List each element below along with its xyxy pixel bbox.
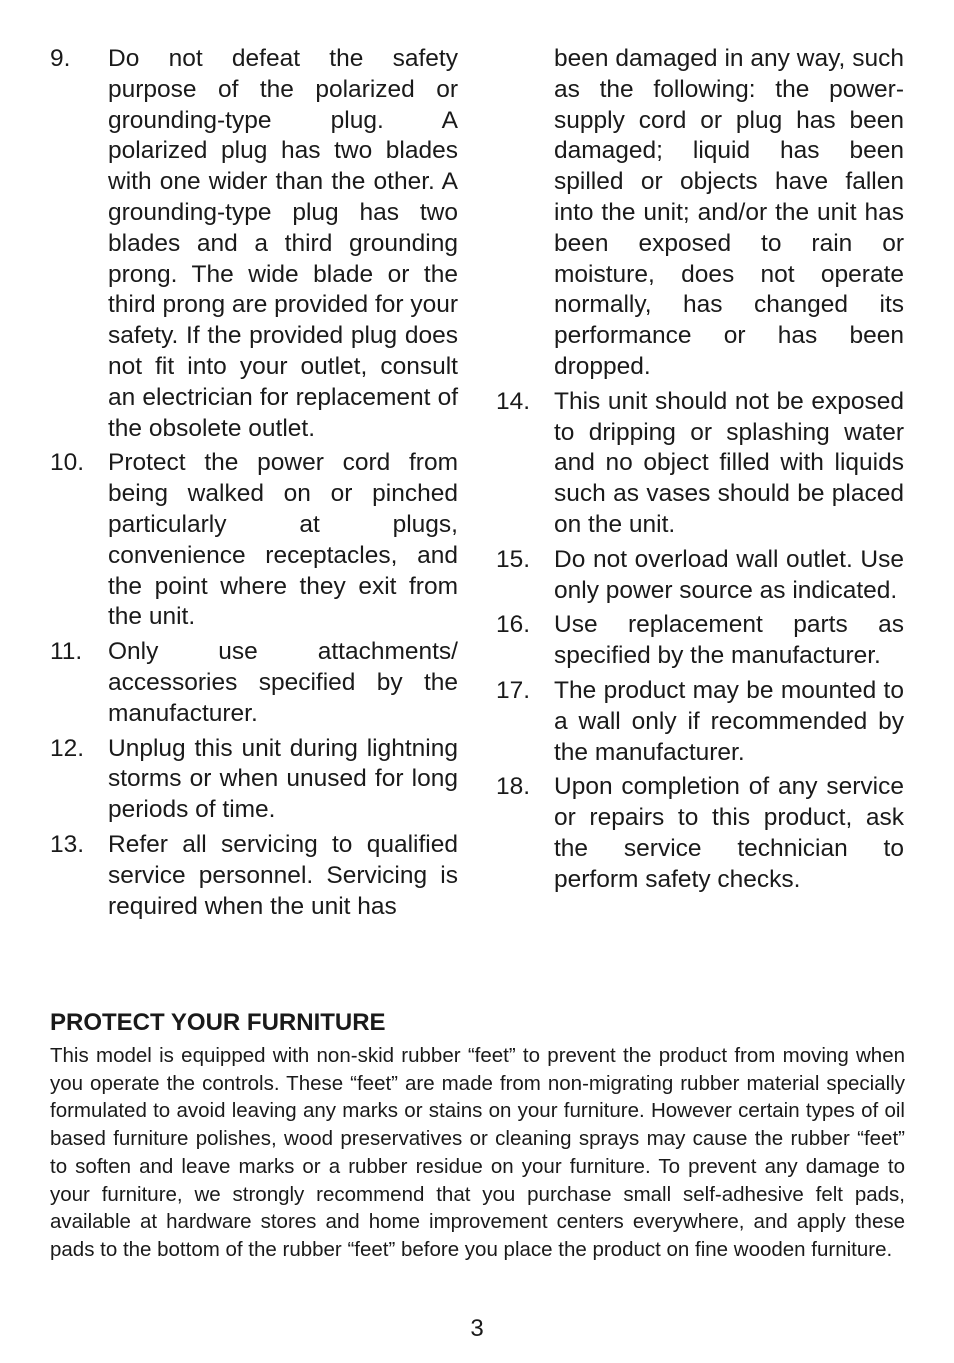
item-text: Upon completion of any service or repairs to this product, ask the service technician to perform safety checks. <box>554 773 904 893</box>
item-number: 11. <box>50 638 83 666</box>
list-item-9 <box>50 44 458 444</box>
item-number: 14. <box>496 387 531 415</box>
list-item-18 <box>496 772 904 895</box>
item-text: Unplug this unit during lightning storms or when unused for long periods of time. <box>108 734 458 824</box>
left-column <box>50 44 458 926</box>
protect-furniture-section <box>50 1008 905 1264</box>
item-number: 13. <box>50 830 85 858</box>
item-number: 9. <box>50 45 71 72</box>
list-item-13 <box>50 830 458 922</box>
item-number: 10. <box>50 449 85 477</box>
section-heading: PROTECT YOUR FURNITURE <box>50 1009 386 1036</box>
item-13-continuation: been damaged in any way, such as the following: the power-supply cord or plug has been damaged; liquid has been spilled or objects have fallen into the unit; and/or the unit has been exposed to rain or moisture, does not operate normally, has changed its performance or has been dropped. <box>554 45 904 380</box>
item-text: Do not overload wall outlet. Use only power source as indicated. <box>554 545 904 604</box>
item-text: Only use attachments/ accessories specified by the manufacturer. <box>108 638 458 727</box>
list-item-16 <box>496 610 904 672</box>
item-text: The product may be mounted to a wall only if recommended by the manufacturer. <box>554 676 904 766</box>
page-number: 3 <box>470 1315 484 1342</box>
item-text: Refer all servicing to qualified service personnel. Servicing is required when the unit has <box>108 830 458 920</box>
list-item-17 <box>496 676 904 768</box>
item-number: 17. <box>496 676 531 704</box>
item-text: Do not defeat the safety purpose of the polarized or grounding-type plug. A polarized plug has two blades with one wider than the other. A grounding-type plug has two blades and a third grounding prong. The wide blade or the third prong are provided for your safety. If the provided plug does not fit into your outlet, consult an electrician for replacement of the obsolete outlet. <box>108 45 458 442</box>
item-number: 12. <box>50 734 85 762</box>
section-body: This model is equipped with non-skid rubber “feet” to prevent the product from moving when you operate the controls. These “feet” are made from non-migrating rubber material specially formulated to avoid leaving any marks or stains on your furniture. However certain types of oil based furniture polishes, wood preservatives or cleaning sprays may cause the rubber “feet” to soften and leave marks or a rubber residue on your furniture. To prevent any damage to your furniture, we strongly recommend that you purchase small self-adhesive felt pads, available at hardware stores and home improvement centers everywhere, and apply these pads to the bottom of the rubber “feet” before you place the product on fine wooden furniture. <box>50 1044 905 1261</box>
list-item-11 <box>50 637 458 729</box>
right-column <box>496 44 904 900</box>
item-text: This unit should not be exposed to dripping or splashing water and no object filled with liquids such as vases should be placed on the unit. <box>554 387 904 538</box>
item-text: Protect the power cord from being walked on or pinched particularly at plugs, convenience receptacles, and the point where they exit from the unit. <box>108 449 458 631</box>
item-number: 15. <box>496 545 531 573</box>
list-item-15 <box>496 545 904 607</box>
item-number: 16. <box>496 611 531 639</box>
item-text: Use replacement parts as specified by the manufacturer. <box>554 611 904 670</box>
list-item-12 <box>50 734 458 826</box>
item-number: 18. <box>496 773 531 801</box>
list-item-14 <box>496 387 904 541</box>
list-item-10 <box>50 448 458 633</box>
